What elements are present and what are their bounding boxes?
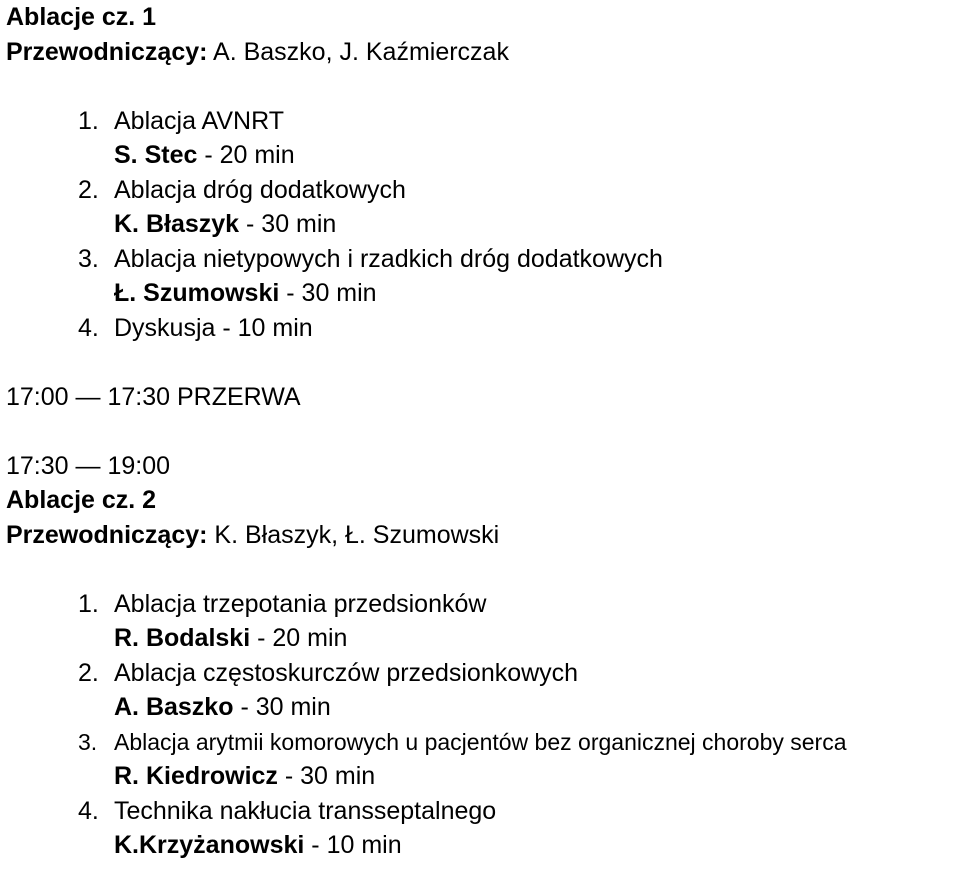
list-item: [6, 656, 956, 691]
item-speaker-line: [114, 207, 956, 242]
item-title: Ablacja trzepotania przedsionków: [114, 589, 487, 618]
chair-names: A. Baszko, J. Kaźmierczak: [213, 37, 509, 66]
item-number: 2.: [78, 175, 99, 204]
talk-duration: - 20 min: [257, 624, 348, 652]
chair-label: Przewodniczący:: [6, 520, 208, 549]
talk-duration: - 30 min: [286, 279, 377, 307]
item-title: Ablacja AVNRT: [114, 106, 284, 135]
item-title: Dyskusja - 10 min: [114, 313, 313, 342]
session-2-time: 17:30 — 19:00: [6, 451, 171, 480]
speaker-name: K. Błaszyk: [114, 210, 240, 238]
session-2-title: Ablacje cz. 2: [6, 486, 157, 514]
speaker-name: S. Stec: [114, 141, 198, 169]
item-number: 3.: [78, 728, 98, 755]
item-speaker-line: [114, 276, 956, 311]
talk-duration: - 20 min: [204, 141, 295, 169]
speaker-name: K.Krzyżanowski: [114, 831, 305, 859]
speaker-name: R. Kiedrowicz: [114, 762, 278, 790]
item-title: Ablacja arytmii komorowych u pacjentów bez organicznej choroby serca: [114, 728, 847, 755]
talk-duration: - 10 min: [311, 831, 402, 859]
list-item: [6, 587, 956, 622]
item-speaker-line: [114, 759, 956, 794]
session-1-title: Ablacje cz. 1: [6, 3, 157, 31]
item-title: Ablacja dróg dodatkowych: [114, 175, 406, 204]
item-speaker-line: [114, 690, 956, 725]
speaker-name: A. Baszko: [114, 693, 234, 721]
talk-duration: - 30 min: [246, 210, 337, 238]
list-item: [6, 173, 956, 208]
item-title: Ablacja nietypowych i rzadkich dróg dodatkowych: [114, 244, 663, 273]
talk-duration: - 30 min: [284, 762, 376, 790]
item-number: 3.: [78, 244, 99, 273]
item-number: 4.: [78, 313, 99, 342]
program-document: [6, 0, 956, 863]
list-item: [6, 725, 956, 760]
chair-label: Przewodniczący:: [6, 37, 208, 66]
session-2-chairs: [6, 518, 956, 553]
item-number: 1.: [78, 589, 99, 618]
speaker-name: R. Bodalski: [114, 624, 251, 652]
break-line: 17:00 — 17:30 PRZERWA: [6, 382, 301, 411]
item-number: 2.: [78, 658, 99, 687]
list-item: [6, 794, 956, 829]
speaker-name: Ł. Szumowski: [114, 279, 280, 307]
talk-duration: - 30 min: [240, 693, 331, 721]
item-speaker-line: [114, 828, 956, 863]
chair-names: K. Błaszyk, Ł. Szumowski: [214, 520, 500, 549]
item-speaker-line: [114, 138, 956, 173]
item-title: Ablacja częstoskurczów przedsionkowych: [114, 658, 579, 687]
session-1-chairs: [6, 35, 956, 70]
item-number: 4.: [78, 796, 99, 825]
item-speaker-line: [114, 621, 956, 656]
list-item: [6, 311, 956, 346]
list-item: [6, 242, 956, 277]
list-item: [6, 104, 956, 139]
item-number: 1.: [78, 106, 99, 135]
item-title: Technika nakłucia transseptalnego: [114, 796, 497, 825]
